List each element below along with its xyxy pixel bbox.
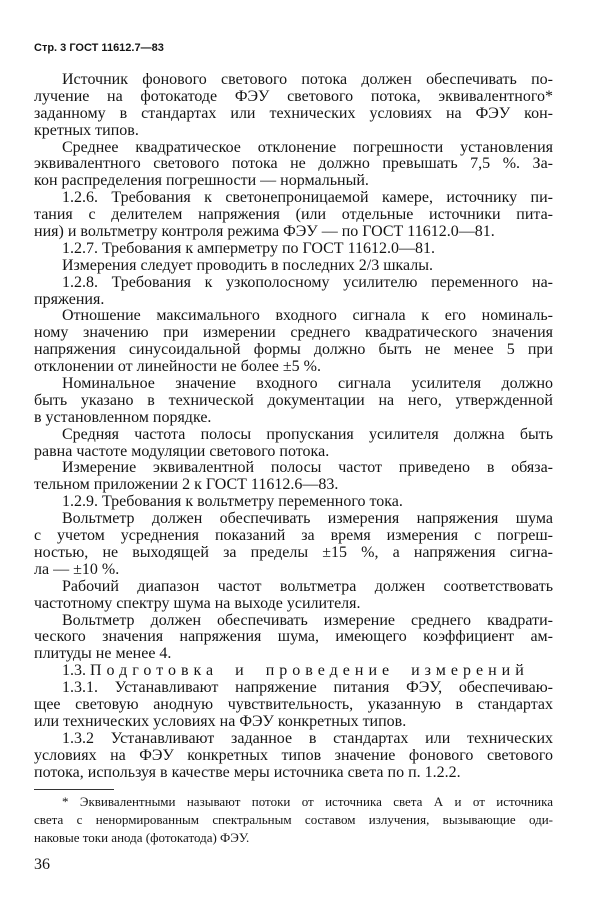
- paragraph: [34, 241, 553, 258]
- paragraph: [34, 579, 553, 613]
- text-line: в установленном порядке.: [34, 409, 212, 426]
- paragraph: [34, 258, 553, 275]
- text-line: 1.2.6. Требования к светонепроницаемой камере, источнику пи-: [62, 190, 553, 207]
- text-line: Рабочий диапазон частот вольтметра должен соответствовать: [62, 578, 553, 595]
- paragraph: [34, 308, 553, 376]
- text-line: лучение на фотокатоде ФЭУ светового потока, эквивалентного*: [34, 88, 553, 105]
- text-line: Источник фонового светового потока должен обеспечивать по-: [62, 72, 553, 88]
- text-line: Отношение максимального входного сигнала к его номиналь-: [62, 308, 553, 325]
- text-line: пряжения.: [34, 291, 105, 308]
- paragraph: [34, 427, 553, 461]
- text-line: или технических условиях на ФЭУ конкретных типов.: [34, 713, 407, 730]
- paragraph: [34, 511, 553, 579]
- paragraph: [34, 140, 553, 191]
- text-line: ческого значения напряжения шума, имеющего коэффициент ам-: [34, 629, 553, 646]
- text-line: условиях на ФЭУ конкретных типов значение фонового светового: [34, 747, 553, 764]
- page-label: Стр. 3: [34, 42, 67, 54]
- paragraph: [34, 460, 553, 494]
- text-line: Средняя частота полосы пропускания усилителя должна быть: [62, 426, 553, 443]
- text-line: потока, используя в качестве меры источника света по п. 1.2.2.: [34, 764, 461, 781]
- text-line: Среднее квадратическое отклонение погрешности установления: [62, 139, 553, 156]
- text-line: 1.3.2 Устанавливают заданное в стандартах или технических: [62, 730, 553, 747]
- text-line: щее световую анодную чувствительность, указанную в стандартах: [34, 696, 553, 713]
- paragraph: [34, 72, 553, 140]
- text-line: заданному в стандартах или технических условиях на ФЭУ кон-: [34, 105, 553, 122]
- running-header: [34, 41, 164, 55]
- footnote-rule: [34, 789, 114, 790]
- text-line: 1.2.7. Требования к амперметру по ГОСТ 11612.0—81.: [62, 240, 435, 257]
- text-line: Измерения следует проводить в последних 2/3 шкалы.: [62, 257, 434, 274]
- text-line: 1.2.9. Требования к вольтметру переменного тока.: [62, 494, 403, 511]
- text-line: тельном приложении 2 к ГОСТ 11612.6—83.: [34, 477, 339, 494]
- footnote-line: наковые токи анода (фотокатода) ФЭУ.: [34, 829, 250, 845]
- standard-code: ГОСТ 11612.7—83: [69, 42, 164, 54]
- text-line: плитуды не менее 4.: [34, 646, 172, 663]
- text-line: Измерение эквивалентной полосы частот приведено в обяза-: [62, 460, 553, 477]
- text-line: равна частоте модуляции светового потока.: [34, 443, 330, 460]
- text-line: Вольтметр должен обеспечивать измерения напряжения шума: [62, 511, 553, 528]
- text-line: отклонении от линейности не более ±5 %.: [34, 359, 321, 376]
- paragraph: [34, 376, 553, 427]
- text-line: тания с делителем напряжения (или отдельные источники пита-: [34, 207, 553, 224]
- section-number: 1.3.: [62, 663, 86, 680]
- body-text: [34, 72, 553, 781]
- text-line: ния) и вольтметру контроля режима ФЭУ — по ГОСТ 11612.0—81.: [34, 224, 495, 241]
- section-heading: [34, 663, 553, 680]
- paragraph: [34, 613, 553, 664]
- page-number: 36: [34, 856, 50, 873]
- paragraph: [34, 190, 553, 241]
- text-line: кретных типов.: [34, 122, 139, 139]
- text-line: быть указано в технической документации на него, утвержденной: [34, 392, 553, 409]
- text-line: 1.3.1. Устанавливают напряжение питания ФЭУ, обеспечиваю-: [62, 680, 553, 697]
- text-line: напряжения синусоидальной формы должно быть не менее 5 при: [34, 342, 553, 359]
- text-line: частотному спектру шума на выходе усилителя.: [34, 595, 361, 612]
- text-line: Номинальное значение входного сигнала усилителя должно: [62, 376, 553, 393]
- text-line: 1.2.8. Требования к узкополосному усилителю переменного на-: [62, 274, 553, 291]
- text-line: с учетом усреднения показаний за время измерения с погреш-: [34, 528, 553, 545]
- footnote-line: * Эквивалентными называют потоки от источника света А и от источника: [62, 794, 553, 809]
- footnote: [34, 793, 553, 846]
- section-title: Подготовка и проведение измерений: [90, 663, 529, 680]
- paragraph: [34, 731, 553, 782]
- footnote-line: света с ненормированным спектральным составом излучения, вызывающие оди-: [34, 811, 553, 827]
- text-line: Вольтметр должен обеспечивать измерение среднего квадрати-: [62, 612, 553, 629]
- paragraph: [34, 275, 553, 309]
- text-line: кон распределения погрешности — нормальный.: [34, 173, 369, 190]
- text-line: ностью, не выходящей за пределы ±15 %, а напряжения сигна-: [34, 544, 553, 561]
- text-line: эквивалентного светового потока не должно превышать 7,5 %. За-: [34, 156, 553, 173]
- heading-line: [34, 663, 553, 680]
- paragraph: [34, 680, 553, 731]
- paragraph: [34, 494, 553, 511]
- text-line: ному значению при измерении среднего квадратического значения: [34, 325, 553, 342]
- text-line: ла — ±10 %.: [34, 561, 120, 578]
